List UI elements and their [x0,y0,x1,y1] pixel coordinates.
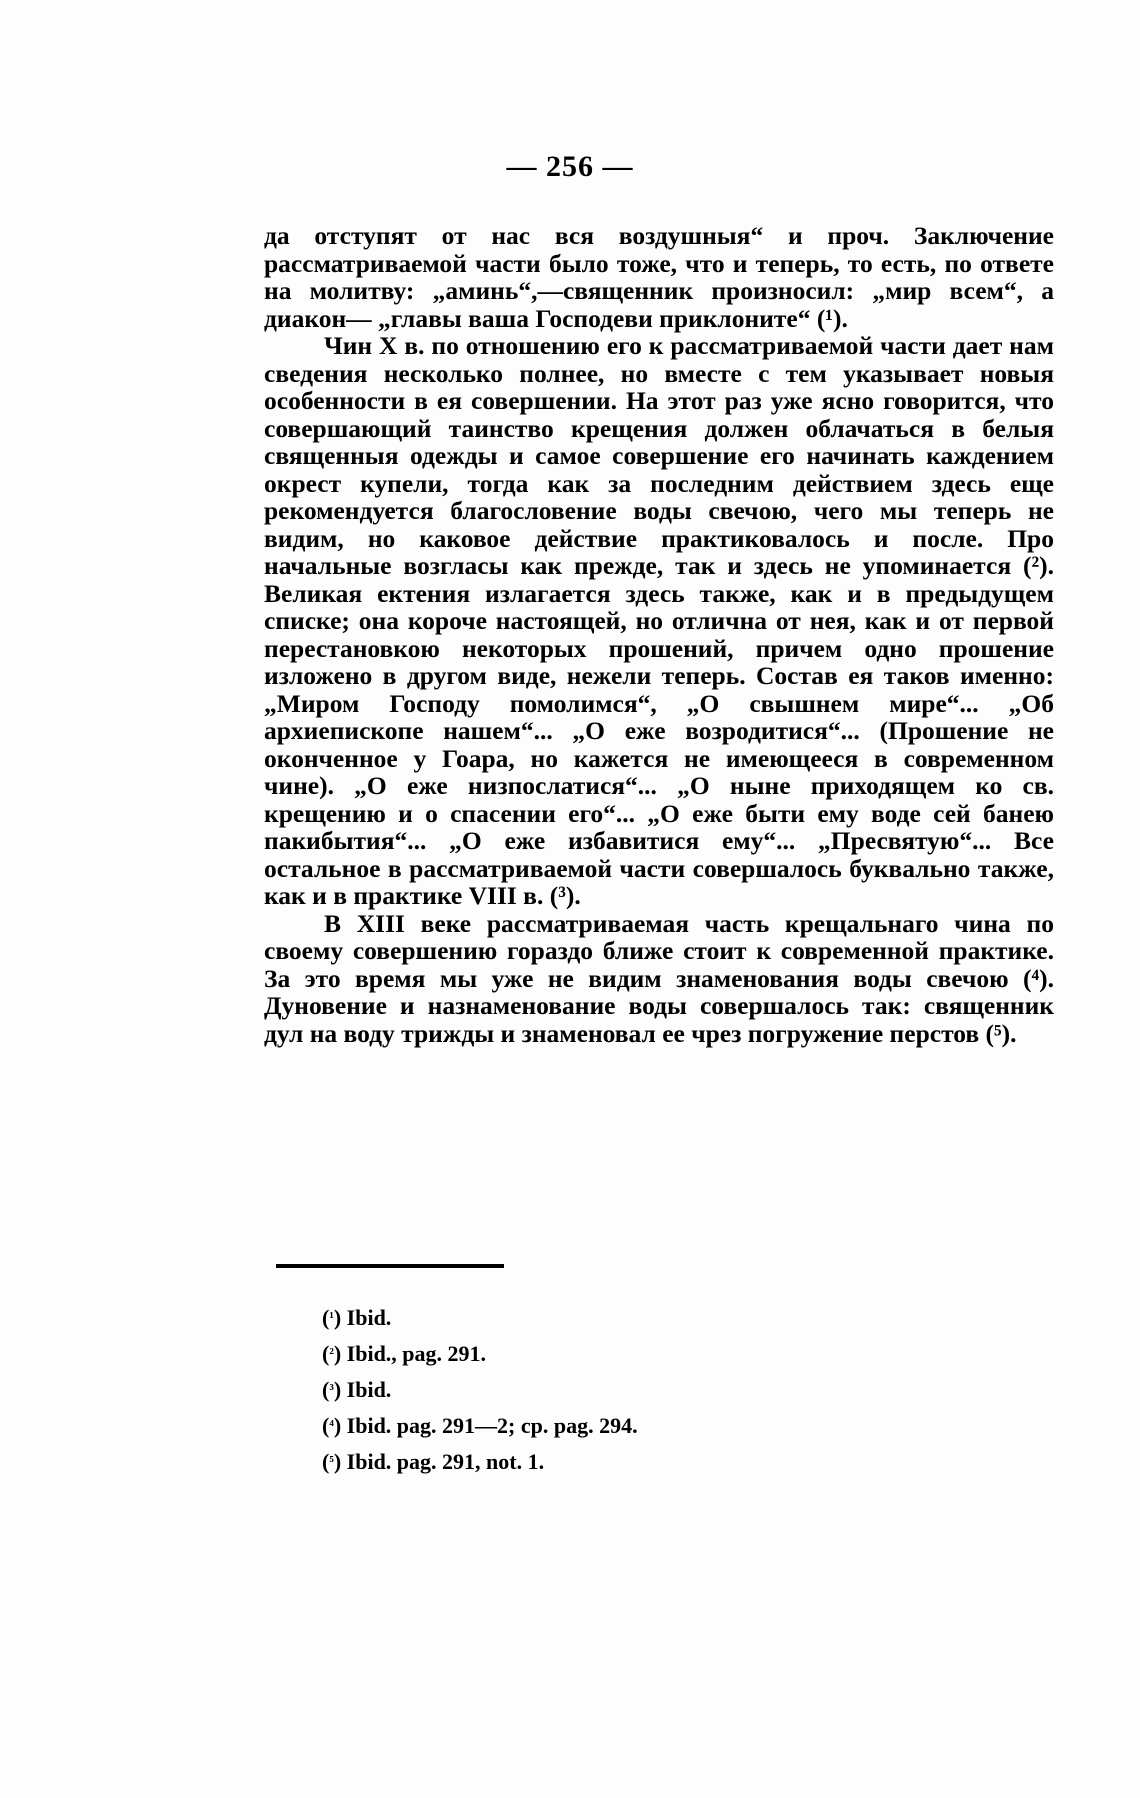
paragraph: да отступят от нас вся воздушныя“ и проч. Заключение рассматриваемой части было тоже, что и теперь, то есть, по ответе на молитву: „аминь“,—священник произносил: „мир всем“, а диакон— „главы ваша Господеви приклоните“ (¹). [264,221,1054,333]
page-number: — 256 — [506,150,634,183]
footnote-mark: ⁵ [329,1454,334,1470]
footnote: ($^{^1}$) Ibid. [322,1305,392,1330]
footnote-mark: ³ [329,1382,334,1398]
footnotes [322,1300,922,1480]
footnote-text: Ibid. [346,1305,392,1330]
paragraph: Чин X в. по отношению его к рассматриваемой части дает нам сведения несколько полнее, но вместе с тем указывает новыя особенности в ея совершении. На этот раз уже ясно говорится, что совершающий таинство крещения должен облачаться в белыя священныя одежды и самое совершение его начинать каждением окрест купели, тогда как за последним действием здесь еще рекомендуется благословение воды свечою, чего мы теперь не видим, но каковое действие практиковалось и после. Про начальные возгласы как прежде, так и здесь не упоминается (²). Великая ектения излагается здесь также, как и в предыдущем списке; она короче настоящей, но отлична от нея, как и от первой перестановкою некоторых прошений, причем одно прошение изложено в другом виде, нежели теперь. Состав ея таков именно: „Миром Господу помолимся“, „О свышнем мире“... „Об архиепископе нашем“... „О еже возродитися“... (Прошение не оконченное у Гоара, но кажется не имеющееся в современном чине). „О еже низпослатися“... „О ныне приходящем ко св. крещению и о спасении его“... „О еже быти ему воде сей банею пакибытия“... „О еже избавитися ему“... „Пресвятую“... Все остальное в рассматриваемой части совершалось буквально также, как и в практике VIII в. (³). [264,331,1054,910]
footnote-text: Ibid., pag. 291. [346,1341,487,1366]
paragraph: В XIII веке рассматриваемая часть крещальнаго чина по своему совершению гораздо ближе стоит к современной практике. За это время мы уже не видим знаменования воды свечою (⁴). Дуновение и назнаменование воды совершалось так: священник дул на воду трижды и знаменовал ее чрез погружение перстов (⁵). [264,908,1054,1048]
footnote-separator [276,1264,504,1268]
footnote-text: Ibid. pag. 291—2; cp. pag. 294. [346,1413,638,1438]
footnote: ($^{^4}$) Ibid. pag. 291—2; cp. pag. 294. [322,1413,638,1438]
body-text [264,222,1054,1047]
footnote: ($^{^2}$) Ibid., pag. 291. [322,1341,487,1366]
footnote-mark: ⁴ [329,1418,334,1434]
footnote: ($^{^5}$) Ibid. pag. 291, not. 1. [322,1449,545,1474]
footnote-text: Ibid. [346,1377,392,1402]
footnote-text: Ibid. pag. 291, not. 1. [346,1449,545,1474]
footnote-mark: ² [329,1346,334,1362]
footnote: ($^{^3}$) Ibid. [322,1377,392,1402]
footnote-mark: ¹ [329,1310,334,1326]
